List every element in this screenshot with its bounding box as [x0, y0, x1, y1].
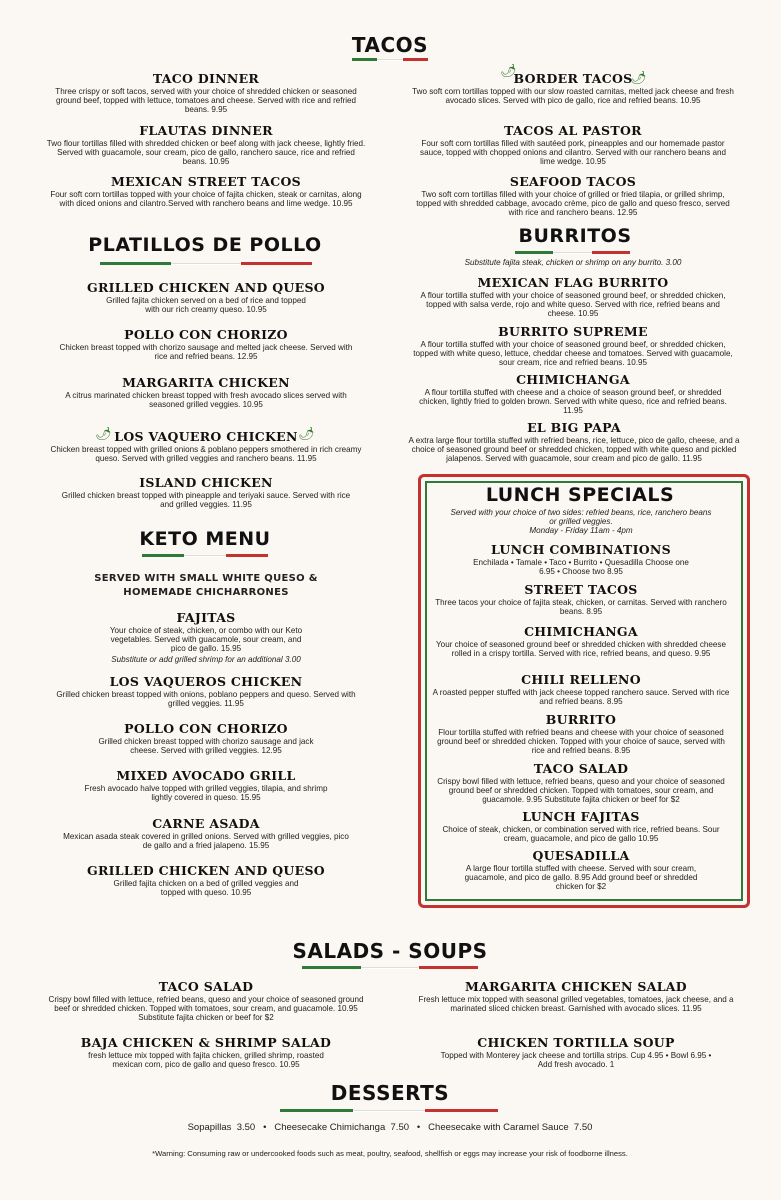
menu-item	[432, 543, 730, 576]
menu-item	[45, 675, 367, 708]
item-desc: Mexican asada steak covered in grilled onions. Served with grilled veggies, pico de gallo and a fried jalapeno. 15.95	[63, 832, 349, 851]
item-desc: Crispy bowl filled with lettuce, refried beans, queso and your choice of seasoned ground beef or shredded chicken. Topped with tomatoes, sour cream, and guacamole. 9.95 Substitute fajita chicken or beef for $2	[437, 777, 725, 805]
pepper-icon: 🌶	[630, 70, 647, 85]
desserts-flag	[280, 1109, 498, 1112]
item-desc: Your choice of seasoned ground beef or shredded chicken with shredded cheese rolled in a crispy tortilla. Served with rice, refried beans, and queso. 9.95	[436, 640, 726, 659]
item-desc: A flour tortilla stuffed with your choice of seasoned ground beef, or shredded chicken, topped with white queso, lettuce, cheddar cheese and tomatoes. Served with guacamole, sour cream, rice and refried beans. 10.95	[413, 340, 733, 368]
menu-item	[412, 325, 734, 368]
item-desc: A citrus marinated chicken breast topped with fresh avocado slices served with seasoned grilled veggies. 10.95	[65, 391, 347, 410]
item-desc: Chicken breast topped with chorizo sausage and melted jack cheese. Served with rice and refried beans. 12.95	[59, 343, 353, 362]
pollo-flag	[100, 262, 312, 265]
item-name: TACO DINNER	[152, 71, 260, 86]
item-name: CARNE ASADA	[152, 816, 260, 831]
item-name: ISLAND CHICKEN	[139, 475, 273, 490]
item-desc: Grilled chicken breast topped with pineapple and teriyaki sauce. Served with rice and grilled veggies. 11.95	[61, 491, 351, 510]
item-name: FLAUTAS DINNER	[139, 123, 273, 138]
salads-flag	[302, 966, 478, 969]
item-desc: Fresh lettuce mix topped with seasonal grilled vegetables, tomatoes, jack cheese, and a marinated sliced chicken breast. Garnished with avocado slices. 11.95	[418, 995, 734, 1014]
item-name: TACO SALAD	[158, 979, 254, 994]
item-name: LUNCH FAJITAS	[522, 809, 640, 824]
item-name: LUNCH COMBINATIONS	[491, 542, 671, 557]
item-name: LOS VAQUERO CHICKEN	[114, 429, 298, 444]
item-name: BAJA CHICKEN & SHRIMP SALAD	[80, 1035, 332, 1050]
item-desc: Flour tortilla stuffed with refried beans and cheese with your choice of seasoned ground beef or shredded chicken. Topped with your choice of sauce, served with rice and refried beans. 8.95	[437, 728, 725, 756]
item-desc: Grilled chicken breast topped with chorizo sausage and jack cheese. Served with grilled veggies. 12.95	[98, 737, 314, 756]
item-desc: Grilled fajita chicken served on a bed of rice and topped with our rich creamy queso. 10.95	[106, 296, 306, 315]
item-desc: Grilled chicken breast topped with onions, poblano peppers and queso. Served with grilled veggies. 11.95	[56, 690, 356, 709]
item-desc: Your choice of steak, chicken, or combo with our Keto vegetables. Served with guacamole, sour cream, and pico de gallo. 15.95	[109, 626, 303, 654]
item-desc: Two soft corn tortillas filled with your choice of grilled or fried tilapia, or grilled shrimp, topped with shredded cabbage, avocado crème, pico de gallo and queso fresco, served with rice and ranchero beans. 12.95	[416, 190, 730, 218]
menu-item	[45, 72, 367, 115]
menu-item	[412, 276, 734, 319]
item-name: MARGARITA CHICKEN	[122, 375, 290, 390]
item-desc: Enchilada • Tamale • Taco • Burrito • Quesadilla Choose one 6.95 • Choose two 8.95	[473, 558, 689, 577]
burritos-note: Substitute fajita steak, chicken or shrimp on any burrito. 3.00	[464, 258, 682, 267]
item-desc: A extra large flour tortilla stuffed with refried beans, rice, lettuce, pico de gallo, cheese, and a choice of seasoned ground beef or shredded chicken, topped with white queso and pickled jalapenos. Served with guacamole, sour cream and pico de gallo. 11.95	[408, 436, 740, 464]
menu-item	[45, 328, 367, 361]
tacos-flag	[352, 58, 428, 61]
lunch-title: LUNCH SPECIALS	[485, 484, 675, 506]
item-desc: Fresh avocado halve topped with grilled veggies, tilapia, and shrimp lightly covered in queso. 15.95	[84, 784, 328, 803]
item-desc: Grilled fajita chicken on a bed of grilled veggies and topped with queso. 10.95	[113, 879, 299, 898]
menu-item	[412, 175, 734, 218]
item-desc: Two soft corn tortillas topped with our slow roasted carnitas, melted jack cheese and fresh avocado slices. Served with pico de gallo, rice and refried beans. 10.95	[412, 87, 734, 106]
menu-item	[432, 849, 730, 892]
keto-subtitle-line: SERVED WITH SMALL WHITE QUESO &	[94, 573, 318, 584]
item-desc: Two flour tortillas filled with shredded chicken or beef along with jack cheese, lightly fried. Served with guacamole, sour cream, pico de gallo, ranchero sauce, rice and refried beans. 10.95	[46, 139, 366, 167]
item-name: MARGARITA CHICKEN SALAD	[465, 979, 687, 994]
desserts-line: Sopapillas 3.50 • Cheesecake Chimichanga 7.50 • Cheesecake with Caramel Sauce 7.50	[187, 1122, 593, 1133]
menu-item	[45, 281, 367, 314]
item-name: LOS VAQUEROS CHICKEN	[109, 674, 303, 689]
item-name: MEXICAN FLAG BURRITO	[477, 275, 669, 290]
desserts-title: DESSERTS	[330, 1081, 450, 1105]
keto-subtitle-line: HOMEMADE CHICHARRONES	[123, 587, 289, 598]
menu-item	[45, 769, 367, 802]
item-name: GRILLED CHICKEN AND QUESO	[87, 863, 325, 878]
item-name: TACO SALAD	[533, 761, 629, 776]
item-name: POLLO CON CHORIZO	[124, 721, 288, 736]
keto-subtitle	[45, 572, 367, 600]
keto-title: KETO MENU	[139, 528, 271, 550]
menu-item	[432, 583, 730, 616]
menu-item	[432, 713, 730, 756]
menu-item	[45, 611, 367, 664]
menu-item	[45, 817, 367, 850]
item-name: EL BIG PAPA	[527, 420, 621, 435]
item-desc: Choice of steak, chicken, or combination served with rice, refried beans. Sour cream, guacamole, and pico de gallo 10.95	[442, 825, 720, 844]
item-name: CHICKEN TORTILLA SOUP	[477, 1035, 675, 1050]
item-name: SEAFOOD TACOS	[509, 174, 637, 189]
lunch-intro-text: Served with your choice of two sides: refried beans, rice, ranchero beans or grilled veggies.	[450, 508, 712, 527]
keto-flag	[142, 554, 268, 557]
item-name: CHILI RELLENO	[521, 672, 641, 687]
item-name: FAJITAS	[176, 610, 236, 625]
lunch-hours: Monday - Friday 11am - 4pm	[529, 526, 633, 536]
foodborne-warning: *Warning: Consuming raw or undercooked foods such as meat, poultry, seafood, shellfish or eggs may increase your risk of foodborne illness.	[152, 1149, 628, 1158]
item-name: BURRITO SUPREME	[498, 324, 648, 339]
pepper-icon: 🌶	[298, 426, 315, 441]
item-desc: Three crispy or soft tacos, served with your choice of shredded chicken or seasoned ground beef, topped with lettuce, tomatoes and cheese. Served with rice and refried beans. 9.95	[55, 87, 357, 115]
item-name: GRILLED CHICKEN AND QUESO	[87, 280, 325, 295]
item-name: BURRITO	[545, 712, 617, 727]
menu-item	[412, 124, 734, 167]
item-desc: Four soft corn tortillas filled with sautéed pork, pineapples and our homemade pastor sauce, topped with chopped onions and cilantro. Served with our ranchero beans and lime wedge. 10.95	[420, 139, 726, 167]
item-note: Substitute or add grilled shrimp for an additional 3.00	[111, 654, 301, 664]
item-name: CHIMICHANGA	[516, 372, 630, 387]
item-desc: Crispy bowl filled with lettuce, refried beans, queso and your choice of seasoned ground beef or shredded chicken. Topped with tomatoes, sour cream, and guacamole. 10.95 Substitute fajita chicken or beef for $2	[48, 995, 364, 1023]
menu-item	[40, 980, 372, 1023]
item-name: MEXICAN STREET TACOS	[111, 174, 301, 189]
menu-item	[412, 373, 734, 416]
menu-item	[45, 124, 367, 167]
item-desc: A large flour tortilla stuffed with cheese. Served with sour cream, guacamole, and pico de gallo. 8.95 Add ground beef or shredded chicken for $2	[464, 864, 698, 892]
pepper-icon: 🌶	[95, 426, 112, 441]
item-name: MIXED AVOCADO GRILL	[116, 768, 296, 783]
menu-item	[45, 175, 367, 208]
item-desc: Chicken breast topped with grilled onions & poblano peppers smothered in rich creamy queso. Served with grilled veggies and ranchero beans. 11.95	[50, 445, 362, 464]
item-desc: Four soft corn tortillas topped with your choice of fajita chicken, steak or carnitas, along with diced onions and cilantro.Served with ranchero beans and lime wedge. 10.95	[50, 190, 362, 209]
menu-item	[432, 810, 730, 843]
item-name: POLLO CON CHORIZO	[124, 327, 288, 342]
burritos-title: BURRITOS	[518, 225, 632, 247]
item-desc: Topped with Monterey jack cheese and tortilla strips. Cup 4.95 • Bowl 6.95 • Add fresh avocado. 1	[440, 1051, 712, 1070]
salads-title: SALADS - SOUPS	[292, 939, 488, 963]
item-name: STREET TACOS	[524, 582, 638, 597]
menu-item	[45, 722, 367, 755]
menu-item	[410, 1036, 742, 1069]
item-name: TACOS AL PASTOR	[504, 123, 642, 138]
item-name: CHIMICHANGA	[524, 624, 638, 639]
lunch-intro	[450, 508, 712, 536]
item-name: BORDER TACOS	[513, 71, 633, 86]
menu-item	[412, 72, 734, 105]
menu-item	[40, 1036, 372, 1069]
item-desc: A flour tortilla stuffed with cheese and a choice of season ground beef, or shredded chicken, lightly fried to golden brown. Served with white queso, rice and refried beans. 11.95	[419, 388, 727, 416]
item-desc: fresh lettuce mix topped with fajita chicken, grilled shrimp, roasted mexican corn, pico de gallo and queso fresco. 10.95	[88, 1051, 324, 1070]
menu-item	[408, 421, 740, 464]
pepper-icon: 🌶	[500, 63, 517, 78]
menu-item	[410, 980, 742, 1013]
menu-item	[40, 430, 372, 463]
item-name: QUESADILLA	[532, 848, 630, 863]
burritos-flag	[515, 251, 630, 254]
tacos-title: TACOS	[351, 33, 429, 57]
menu-item	[432, 673, 730, 706]
item-desc: A roasted pepper stuffed with jack cheese topped ranchero sauce. Served with rice and refried beans. 8.95	[432, 688, 730, 707]
menu-item	[45, 376, 367, 409]
menu-item	[45, 476, 367, 509]
menu-item	[45, 864, 367, 897]
menu-item	[432, 762, 730, 805]
item-desc: A flour tortilla stuffed with your choice of seasoned ground beef, or shredded chicken, topped with salsa verde, rojo and white queso. Served with rice, refried beans and cheese. 10.95	[420, 291, 726, 319]
menu-item	[432, 625, 730, 658]
pollo-title: PLATILLOS DE POLLO	[88, 234, 322, 256]
item-desc: Three tacos your choice of fajita steak, chicken, or carnitas. Served with ranchero beans. 8.95	[435, 598, 727, 617]
